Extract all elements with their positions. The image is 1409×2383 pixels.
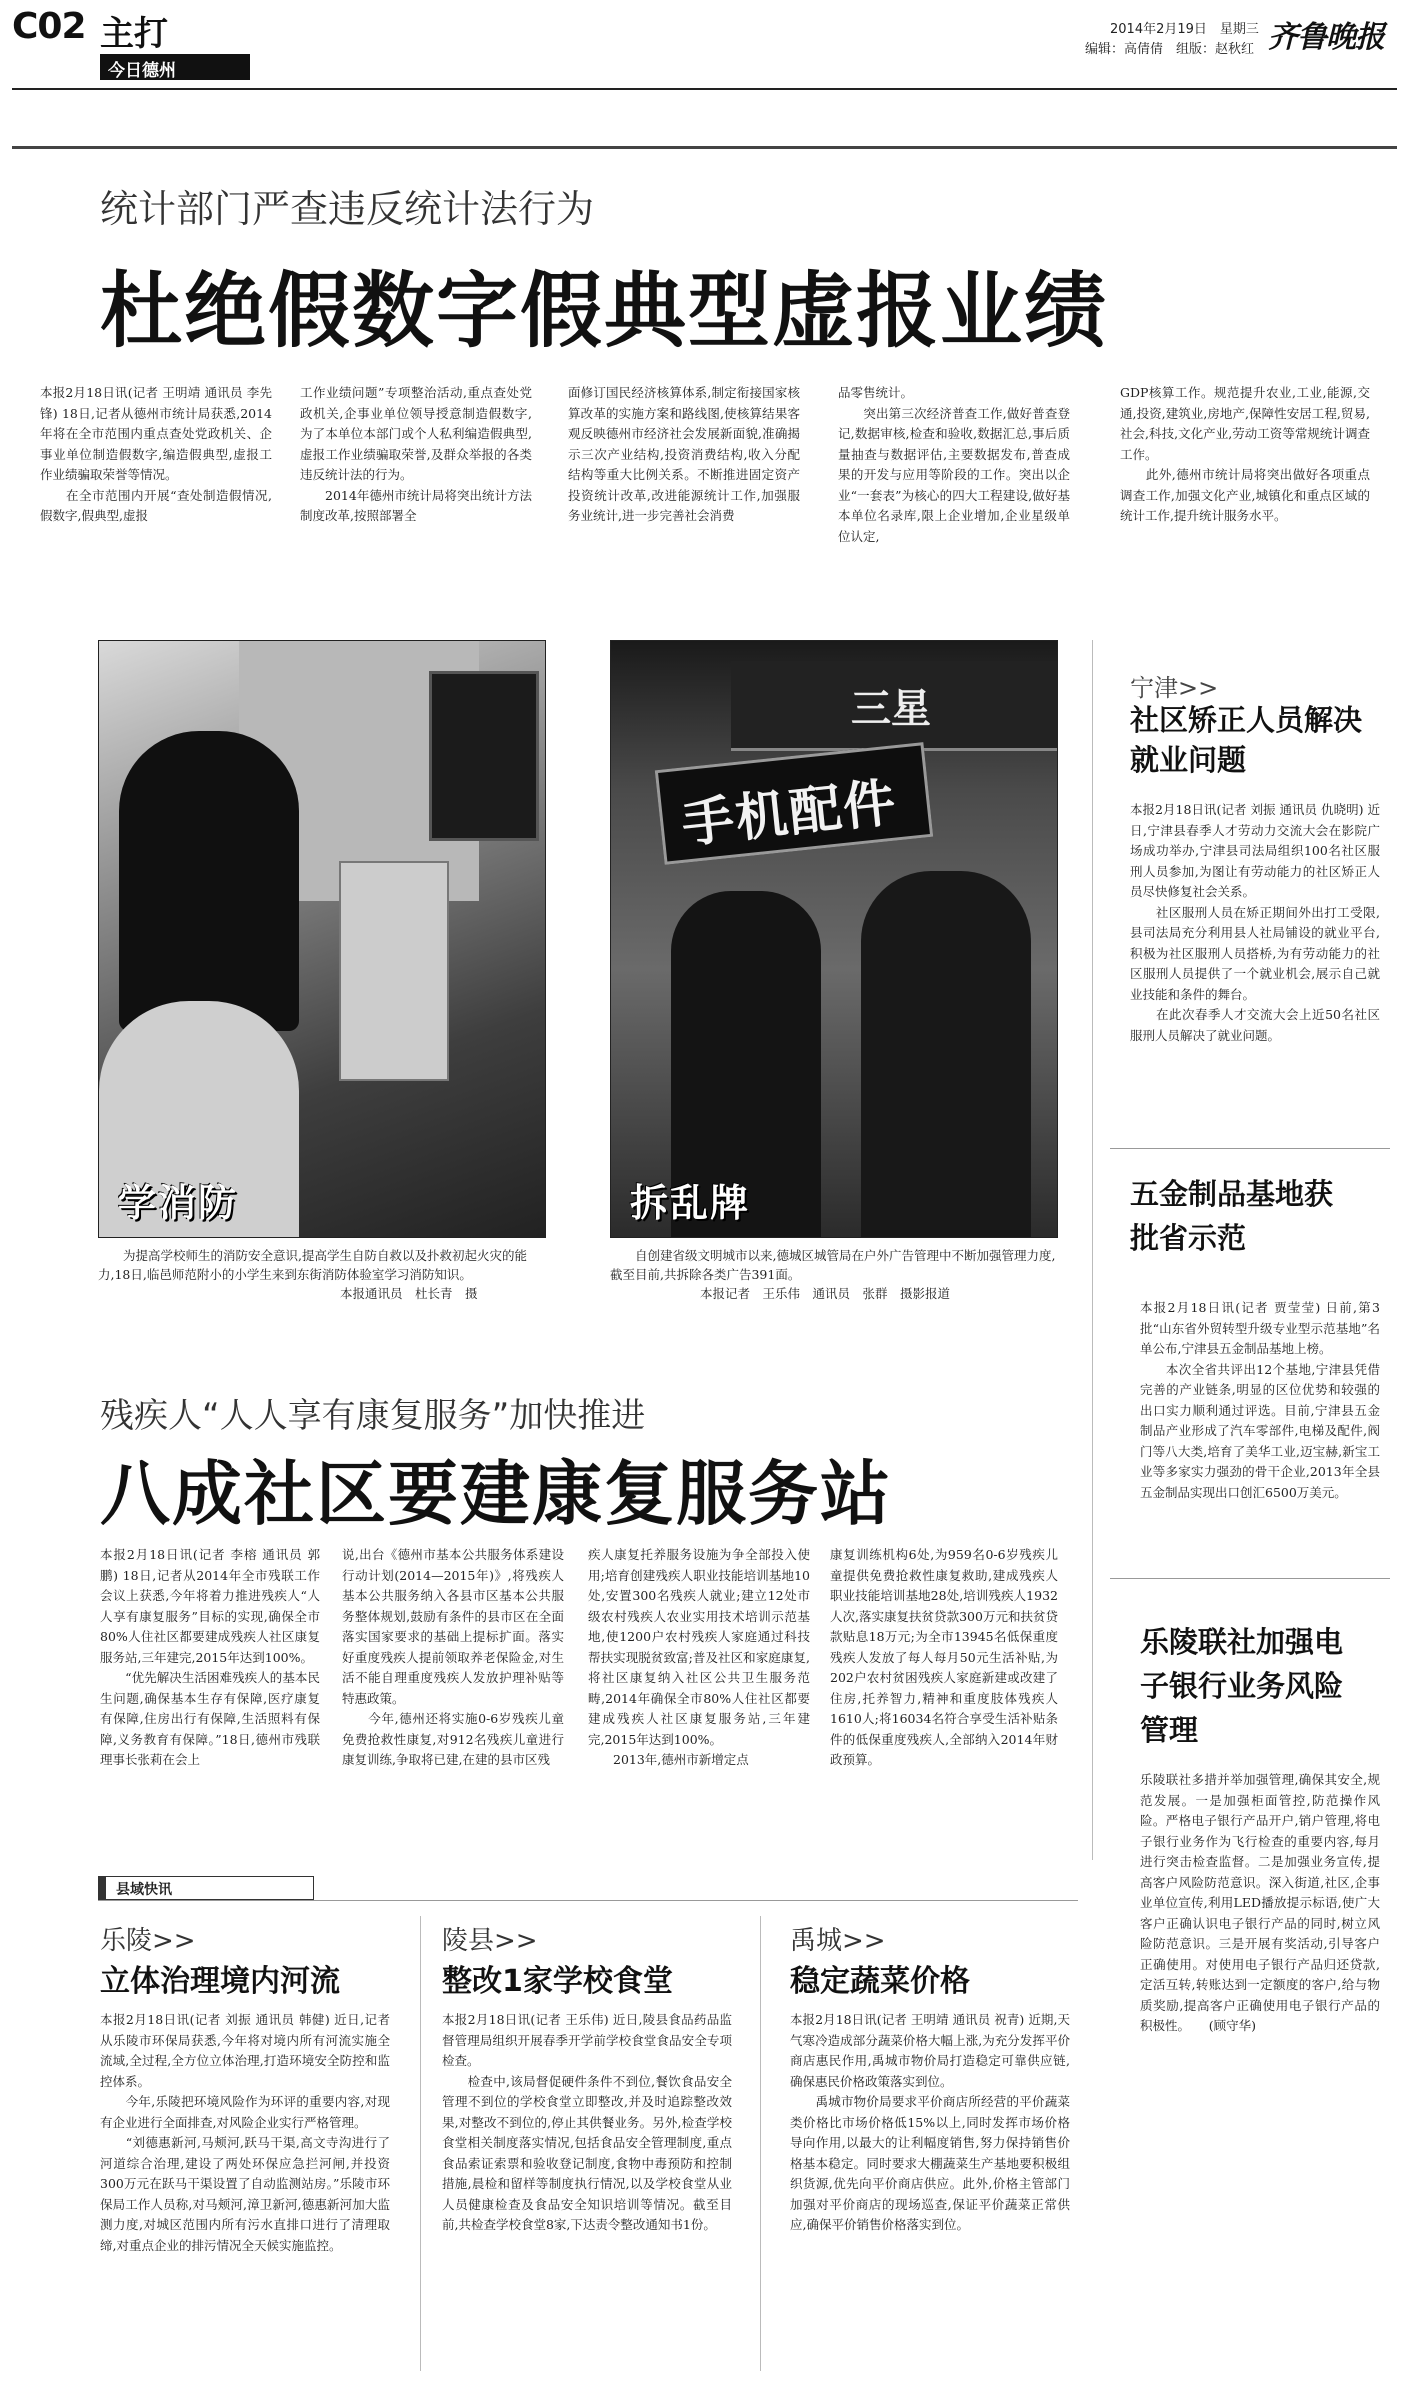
lead-col-1: 本报2月18日讯(记者 王明靖 通讯员 李先锋) 18日,记者从德州市统计局获悉,2014年将在全市范围内重点查处党政机关、企事业单位制造假数字,编造假典型,虚报工作业绩骗取荣誉等情况。 在全市范围内开展“查处制造假情况,假数字,假典型,虚报	[40, 385, 272, 523]
officer-right	[861, 871, 1031, 1238]
issue-date: 2014年2月19日 星期三	[1110, 22, 1259, 37]
photo-fire-drill-credit: 本报通讯员 杜长青 摄	[340, 1286, 478, 1301]
lead-kicker: 统计部门严查违反统计法行为	[100, 187, 595, 231]
sidebar-3-title-text: 乐陵联社加强电子银行业务风险管理	[1140, 1625, 1344, 1747]
rehab-col-1: 本报2月18日讯(记者 李榕 通讯员 郭鹏) 18日,记者从2014年全市残联工作会议上获悉,今年将着力推进残疾人“人人享有康复服务”目标的实现,确保全市80%人住社区都要建成残疾人社区康复服务站,三年建完,2015年达到100%。 “优先解决生活困难残疾人的基本民生问题,确保基本生存有保障,医疗康复有保障,住房出行有保障,生活照料有保障,义务教育有保障。”18日,德州市残联理事长张莉在会上	[100, 1547, 320, 1767]
rehab-col-2: 说,出台《德州市基本公共服务体系建设行动计划(2014—2015年)》,将残疾人基本公共服务纳入各县市区基本公共服务整体规划,鼓励有条件的县市区在全面落实国家要求的基础上提标扩面。落实好重度残疾人提前领取养老保险金,对生活不能自理重度残疾人发放护理补贴等特惠政策。 今年,德州还将实施0-6岁残疾儿童免费抢救性康复,对912名残疾儿童进行康复训练,争取将已建,在建的县市区残	[342, 1547, 564, 1767]
photo-fire-drill-caption-text: 为提高学校师生的消防安全意识,提高学生自防自救以及扑救初起火灾的能力,18日,临邑师范附小的小学生来到东街消防体验室学习消防知识。	[98, 1248, 527, 1282]
subsection-label: 今日德州	[108, 61, 176, 81]
county-3-place: 禹城>>	[790, 1926, 886, 1956]
photo-sign-removal-image	[610, 640, 1058, 1238]
rehab-col-3: 疾人康复托养服务设施为争全部投入使用;培育创建残疾人职业技能培训基地10处,安置300名残疾人就业;建立12处市级农村残疾人农业实用技术培训示范基地,使1200户农村残疾人家庭通过科技帮扶实现脱贫致富;普及社区和家庭康复,将社区康复纳入社区公共卫生服务范畴,2014年确保全市80%人住社区都要建成残疾人社区康复服务站,三年建完,2015年达到100%。 2013年,德州市新增定点	[588, 1547, 810, 1767]
county-divider-1	[420, 1916, 421, 2371]
county-2-title: 整改1家学校食堂	[442, 1964, 673, 1999]
rehab-headline: 八成社区要建康复服务站	[100, 1453, 892, 1535]
photo-sign-removal-caption-text: 自创建省级文明城市以来,德城区城管局在户外广告管理中不断加强管理力度,截至目前,共拆除各类广告391面。	[610, 1248, 1056, 1282]
sidebar-1-place: 宁津>>	[1130, 674, 1219, 702]
photo-sign-removal-caption	[610, 1246, 1058, 1284]
screen	[429, 671, 539, 841]
county-3-body: 本报2月18日讯(记者 王明靖 通讯员 祝青) 近期,天气寒冷造成部分蔬菜价格大幅上涨,为充分发挥平价商店惠民作用,禹城市物价局打造稳定可靠供应链,确保惠民价格政策落实到位。 禹城市物价局要求平价商店所经营的平价蔬菜类价格比市场价格低15%以上,同时发挥市场价格导向作用,以最大的让利幅度销售,努力保持销售价格基本稳定。同时要求大棚蔬菜生产基地要积极组织货源,优先向平价商店供应。此外,价格主管部门加强对平价商店的现场巡查,保证平价蔬菜正常供应,确保平价销售价格落实到位。	[790, 2012, 1070, 2232]
sidebar-divider	[1092, 640, 1093, 1860]
county-1-body: 本报2月18日讯(记者 刘振 通讯员 韩健) 近日,记者从乐陵市环保局获悉,今年将对境内所有河流实施全流域,全过程,全方位立体治理,打造环境安全防控和监控体系。 今年,乐陵把环境风险作为环评的重要内容,对现有企业进行全面排查,对风险企业实行严格管理。 “刘德惠新河,马颊河,跃马干渠,高文寺沟进行了河道综合治理,建设了两处环保应急拦河闸,并投资300万元在跃马干渠设置了自动监测站房。”乐陵市环保局工作人员称,对马颊河,漳卫新河,德惠新河加大监测力度,对城区范围内所有污水直排口进行了清理取缔,对重点企业的排污情况全天候实施监控。	[100, 2012, 390, 2253]
photo-fire-drill-label: 学消防	[118, 1181, 239, 1225]
page-code: C02	[12, 6, 86, 47]
sidebar-1-title-text: 社区矫正人员解决就业问题	[1130, 703, 1363, 777]
lead-headline: 杜绝假数字假典型虚报业绩	[100, 264, 1109, 359]
led-sign-text: 手机配件	[679, 772, 901, 856]
sidebar-3-title	[1140, 1620, 1350, 1752]
photo-sign-removal-credit: 本报记者 王乐伟 通讯员 张群 摄影报道	[700, 1286, 951, 1301]
county-rule	[98, 1900, 1078, 1901]
rehab-kicker: 残疾人“人人享有康复服务”加快推进	[100, 1396, 646, 1436]
rehab-col-4: 康复训练机构6处,为959名0-6岁残疾儿童提供免费抢救性康复救助,建成残疾人职业技能培训基地28处,培训残疾人1932人次,落实康复扶贫贷款300万元和扶贫贷款贴息18万元;为全市13945名低保重度残疾人发放了每人每月50元生活补贴,为202户农村贫困残疾人家庭新建或改建了住房,托养智力,精神和重度肢体残疾人1610人;将16034名符合享受生活补贴条件的低保重度残疾人,全部纳入2014年财政预算。	[830, 1547, 1058, 1767]
county-3-title: 稳定蔬菜价格	[790, 1964, 970, 1999]
lead-col-2: 工作业绩问题”专项整治活动,重点查处党政机关,企事业单位领导授意制造假数字,为了本单位本部门或个人私利编造假典型,虚报工作业绩骗取荣誉,及群众举报的各类违反统计法的行为。 2014年德州市统计局将突出统计方法制度改革,按照部署全	[300, 385, 532, 523]
photo-sign-removal-label: 拆乱牌	[630, 1181, 751, 1225]
storefront-text: 三星	[851, 686, 931, 732]
sidebar-2-body: 本报2月18日讯(记者 贾莹莹) 日前,第3批“山东省外贸转型升级专业型示范基地”名单公布,宁津县五金制品基地上榜。 本次全省共评出12个基地,宁津县凭借完善的产业链条,明显的区位优势和较强的出口实力顺利通过评选。目前,宁津县五金制品产业形成了汽车零部件,电梯及配件,阀门等八大类,培育了美华工业,迈宝赫,新宝工业等多家实力强劲的骨干企业,2013年全县五金制品实现出口创汇6500万美元。	[1140, 1300, 1380, 1500]
county-2-body: 本报2月18日讯(记者 王乐伟) 近日,陵县食品药品监督管理局组织开展春季开学前学校食堂食品安全专项检查。 检查中,该局督促硬件条件不到位,餐饮食品安全管理不到位的学校食堂立即整改,并及时追踪整改效果,对整改不到位的,停止其供餐业务。另外,检查学校食堂相关制度落实情况,包括食品安全管理制度,重点食品索证索票和验收登记制度,食物中毒预防和控制措施,晨检和留样等制度执行情况,以及学校食堂从业人员健康检查及食品安全知识培训等情况。截至目前,共检查学校食堂8家,下达责令整改通知书1份。	[442, 2012, 732, 2232]
lead-col-5: GDP核算工作。规范提升农业,工业,能源,交通,投资,建筑业,房地产,保障性安居工程,贸易,社会,科技,文化产业,劳动工资等常规统计调查工作。 此外,德州市统计局将突出做好各项重点调查工作,加强文化产业,城镇化和重点区域的统计工作,提升统计服务水平。	[1120, 385, 1370, 523]
sidebar-2-title-text: 五金制品基地获批省示范	[1130, 1177, 1334, 1255]
phone-box	[339, 861, 449, 1081]
county-divider-2	[760, 1916, 761, 2371]
county-2-place: 陵县>>	[442, 1926, 538, 1956]
sidebar-2-title	[1130, 1172, 1350, 1260]
sidebar-rule-1	[1110, 1148, 1390, 1149]
editors-line: 编辑：高倩倩 组版：赵秋红	[1085, 42, 1255, 57]
section-label: 主打	[100, 14, 168, 54]
sidebar-rule-2	[1110, 1578, 1390, 1579]
sidebar-1-title	[1130, 700, 1370, 780]
header-rule-2	[12, 146, 1397, 149]
lead-col-4: 品零售统计。 突出第三次经济普查工作,做好普查登记,数据审核,检查和验收,数据汇总,事后质量抽查与数据评估,主要数据发布,普查成果的开发与应用等阶段的工作。突出以企业“一套表”为核心的四大工程建设,做好基本单位名录库,限上企业增加,企业星级单位认定,	[838, 385, 1070, 544]
county-1-place: 乐陵>>	[100, 1926, 196, 1956]
photo-fire-drill-caption	[98, 1246, 546, 1284]
header-rule	[12, 88, 1397, 90]
masthead-logo: 齐鲁晚报	[1268, 20, 1384, 55]
officer-figure	[119, 731, 299, 1031]
sidebar-3-body: 乐陵联社多措并举加强管理,确保其安全,规范发展。一是加强柜面管控,防范操作风险。严格电子银行产品开户,销户管理,将电子银行业务作为飞行检查的重要内容,每月进行突击检查监督。二是加强业务宣传,提高客户风险防范意识。深入街道,社区,企事业单位宣传,利用LED播放提示标语,使广大客户正确认识电子银行产品的同时,树立风险防范意识。三是开展有奖活动,引导客户正确使用。对使用电子银行产品归还贷款,定活互转,转账达到一定额度的客户,给与物质奖励,提高客户正确使用电子银行产品的积极性。 (顾守华)	[1140, 1772, 1380, 2033]
photo-fire-drill-image	[98, 640, 546, 1238]
county-section-label: 县域快讯	[116, 1882, 172, 1898]
county-1-title: 立体治理境内河流	[100, 1964, 340, 1999]
sidebar-1-body: 本报2月18日讯(记者 刘振 通讯员 仇晓明) 近日,宁津县春季人才劳动力交流大会在影院广场成功举办,宁津县司法局组织100名社区服刑人员参加,为图让有劳动能力的社区矫正人员尽快修复社会关系。 社区服刑人员在矫正期间外出打工受限,县司法局充分利用县人社局铺设的就业平台,积极为社区服刑人员搭桥,为有劳动能力的社区服刑人员提供了一个就业机会,展示自己就业技能和条件的舞台。 在此次春季人才交流大会上近50名社区服刑人员解决了就业问题。	[1130, 802, 1380, 1043]
lead-col-3: 面修订国民经济核算体系,制定衔接国家核算改革的实施方案和路线图,使核算结果客观反映德州市经济社会发展新面貌,准确揭示三次产业结构,投资消费结构,收入分配结构等重大比例关系。不断推进固定资产投资统计改革,改进能源统计工作,加强服务业统计,进一步完善社会消费	[568, 385, 800, 523]
